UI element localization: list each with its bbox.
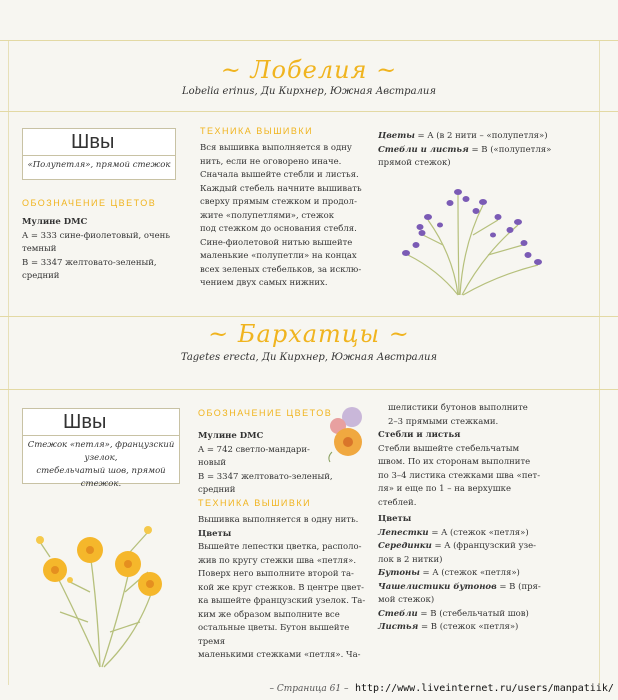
legend-line: Цветы = A (в 2 нити – «полупетля») [378,131,548,141]
section1-subtitle: Lobelia erinus, Ди Кирхнер, Южная Австралия [182,86,436,97]
technique-line: Сначала вышейте стебли и листья. [200,170,359,180]
technique-line: Вся вышивка выполняется в одну [200,143,352,153]
marigold-small-illustration [322,402,374,464]
technique-line: всех зеленых стебельков, за исклю- [200,264,362,275]
technique-line: остальные цветы. Бутон вышейте тремя [198,623,350,647]
text-line: швом. По их сторонам выполните [378,457,531,467]
text-line: по 3–4 листика стежками шва «пет- [378,470,541,481]
legend-line: прямой стежок) [378,158,451,168]
legend-line: мой стежок) [378,595,435,605]
text-line: шелистики бутонов выполните [388,403,528,413]
stems-heading: Стебли и листья [378,430,461,440]
color-line: темный [22,244,57,254]
section1-stitches-box [22,128,176,180]
technique-line: Каждый стебель начните вышивать [200,183,362,194]
section1-thread-brand: Мулине DMC [22,217,88,227]
page-number: – Страница 61 – [269,684,349,694]
section2-colors-heading: ОБОЗНАЧЕНИЕ ЦВЕТОВ [198,408,333,418]
technique-line: кой же круг стежков. В центре цвет- [198,582,365,593]
legend-line: Листья = B (стежок «петля») [378,622,519,632]
legend-line: Лепестки = A (стежок «петля») [378,527,529,538]
technique-line: жив по кругу стежки шва «петля». [198,555,357,566]
text-line: Стебли вышейте стебельчатым [378,443,520,454]
color-line: B = 3347 желтовато-зеленый, средний [198,471,333,495]
technique-line: Сине-фиолетовой нитью вышейте [200,237,353,248]
lobelia-illustration [388,175,558,305]
technique-line: ким же образом выполните все [198,609,340,620]
section1-technique-heading: ТЕХНИКА ВЫШИВКИ [200,126,314,136]
text-line: стеблей. [378,497,417,508]
technique-subhead: Цветы [198,528,232,539]
section2-stitches-box [22,408,180,489]
legend-line: Стебли и листья = B («полупетля» [378,144,552,155]
text-line: ля» и еще по 1 – на верхушке [378,484,511,494]
section1-colors [22,216,192,284]
technique-line: чением двух самых нижних. [200,278,328,288]
section1-stitches-text: «Полупетля», прямой стежок [27,160,171,170]
section2-right-column [378,402,578,635]
color-line: A = 742 светло-мандари- [198,444,310,455]
legend-line: Серединки = A (французский узе- [378,541,537,551]
color-line: B = 3347 желтовато-зеленый, средний [22,257,157,281]
technique-line: маленькие «полупетли» на концах [200,251,357,261]
technique-line: сверху прямым стежком и продол- [200,197,357,207]
color-line: новый [198,458,226,468]
technique-line: под стежком до основания стебля. [200,224,357,234]
section2-stitches-title: Швы [23,409,179,436]
marigold-illustration [30,512,180,672]
technique-line: Вышивка выполняется в одну нить. [198,515,359,525]
section1-title: ~ Лобелия ~ [220,56,398,84]
watermark-url[interactable]: http://www.liveinternet.ru/users/manpatiik/ [355,683,614,694]
section1-technique-text [200,142,370,291]
section2-technique-text [198,514,368,663]
technique-line: нить, если не оговорено иначе. [200,156,342,167]
technique-line: жите «полупетлями», стежок [200,210,335,221]
legend-line: Чашелистики бутонов = B (пря- [378,581,541,592]
legend-line: лок в 2 нитки) [378,554,443,565]
section2-title: ~ Бархатцы ~ [208,320,410,348]
section2-stitches-text: Стежок «петля», французский узелок, стебельчатый шов, прямой стежок. [27,440,175,489]
technique-line: Вышейте лепестки цветка, располо- [198,542,362,552]
technique-line: Поверх него выполните второй та- [198,569,354,579]
text-line: 2–3 прямыми стежками. [388,416,499,427]
color-line: A = 333 сине-фиолетовый, очень [22,230,170,241]
section1-legend [378,130,578,171]
legend-line: Бутоны = A (стежок «петля») [378,568,520,578]
section1-colors-heading: ОБОЗНАЧЕНИЕ ЦВЕТОВ [22,198,157,208]
legend-line: Стебли = B (стебельчатый шов) [378,608,529,619]
technique-line: маленькими стежками «петля». Ча- [198,650,361,660]
technique-line: ка вышейте французский узелок. Та- [198,596,366,606]
section1-stitches-title: Швы [23,129,175,156]
section2-technique-heading: ТЕХНИКА ВЫШИВКИ [198,498,312,508]
section2-thread-brand: Мулине DMC [198,431,264,441]
flowers-heading: Цветы [378,514,412,524]
section2-subtitle: Tagetes erecta, Ди Кирхнер, Южная Австралия [180,352,438,363]
